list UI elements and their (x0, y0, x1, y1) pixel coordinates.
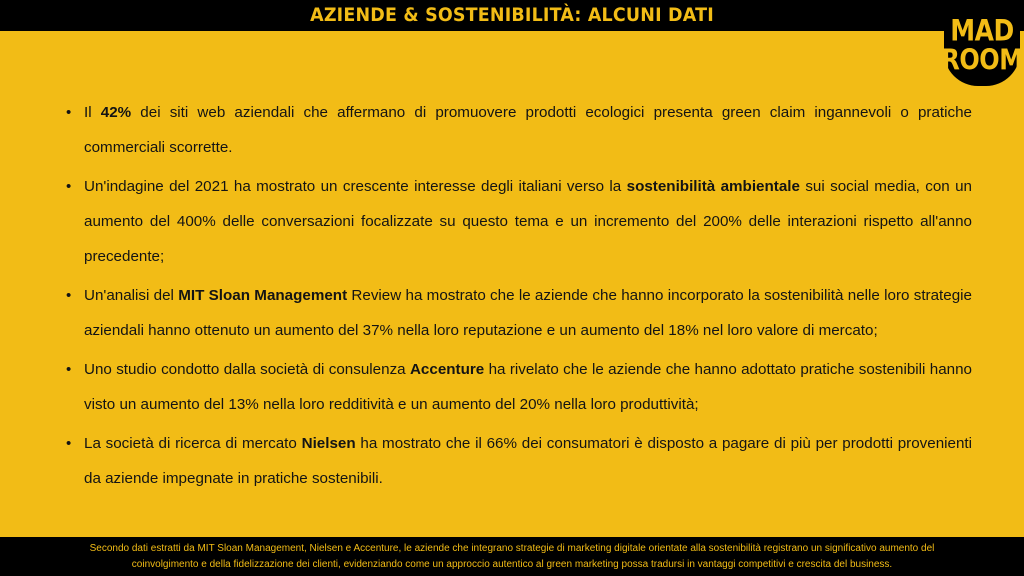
bullet-text: Uno studio condotto dalla società di consulenza (84, 361, 410, 378)
bullet-emphasis: Accenture (409, 361, 485, 378)
bullet-text: sui social media, con un aumento del 400% delle conversazioni focalizzate su questo tema e un incremento del 200% delle interazioni rispetto all'anno precedente; (84, 178, 972, 265)
slide-content (60, 95, 972, 500)
bullet-text: Il (84, 104, 101, 121)
footer-line-1: Secondo dati estratti da MIT Sloan Management, Nielsen e Accenture, le aziende che integrano strategie di marketing digitale orientate alla sostenibilità registrano un significativo aumento del (89, 542, 935, 554)
bullet-text: Un'analisi del (84, 287, 179, 304)
footer-bar (0, 537, 1024, 576)
bullet-text: ha rivelato che le aziende che hanno adottato pratiche sostenibili hanno visto un aumento del 13% nella loro redditività e un aumento del 20% nella loro produttività; (84, 361, 973, 413)
logo-line-mad: MAD (950, 12, 1014, 48)
footer-line-2: coinvolgimento e della fidelizzazione dei clienti, evidenziando come un approccio autentico al green marketing possa tradursi in vantaggi competitivi e crescita del business. (131, 558, 893, 570)
bullet-text: dei siti web aziendali che affermano di promuovere prodotti ecologici presenta green claim ingannevoli o pratiche commerciali scorrette. (84, 104, 972, 156)
bullet-item (60, 169, 972, 274)
madroom-logo (941, 0, 1023, 86)
bullet-text: La società di ricerca di mercato (84, 435, 302, 452)
bullet-item (60, 352, 972, 422)
bullet-emphasis: MIT Sloan Management (178, 287, 348, 304)
bullet-emphasis: Nielsen (301, 435, 356, 452)
bullet-text: ha mostrato che il 66% dei consumatori è disposto a pagare di più per prodotti provenienti da aziende impegnate in pratiche sostenibili. (84, 435, 973, 487)
bullet-item (60, 278, 972, 348)
statistics-bullet-list (60, 95, 972, 496)
page-title: AZIENDE & SOSTENIBILITÀ: ALCUNI DATI (310, 4, 714, 26)
bullet-text: Review ha mostrato che le aziende che hanno incorporato la sostenibilità nelle loro strategie aziendali hanno ottenuto un aumento del 37% nella loro reputazione e un aumento del 18% nel loro valore di mercato; (84, 287, 972, 339)
bullet-emphasis: sostenibilità ambientale (626, 178, 800, 195)
bullet-item (60, 95, 972, 165)
bullet-emphasis: 42% (100, 104, 132, 121)
logo-line-room: ROOM (941, 42, 1023, 76)
bullet-item (60, 426, 972, 496)
bullet-text: Un'indagine del 2021 ha mostrato un crescente interesse degli italiani verso la (84, 178, 627, 195)
